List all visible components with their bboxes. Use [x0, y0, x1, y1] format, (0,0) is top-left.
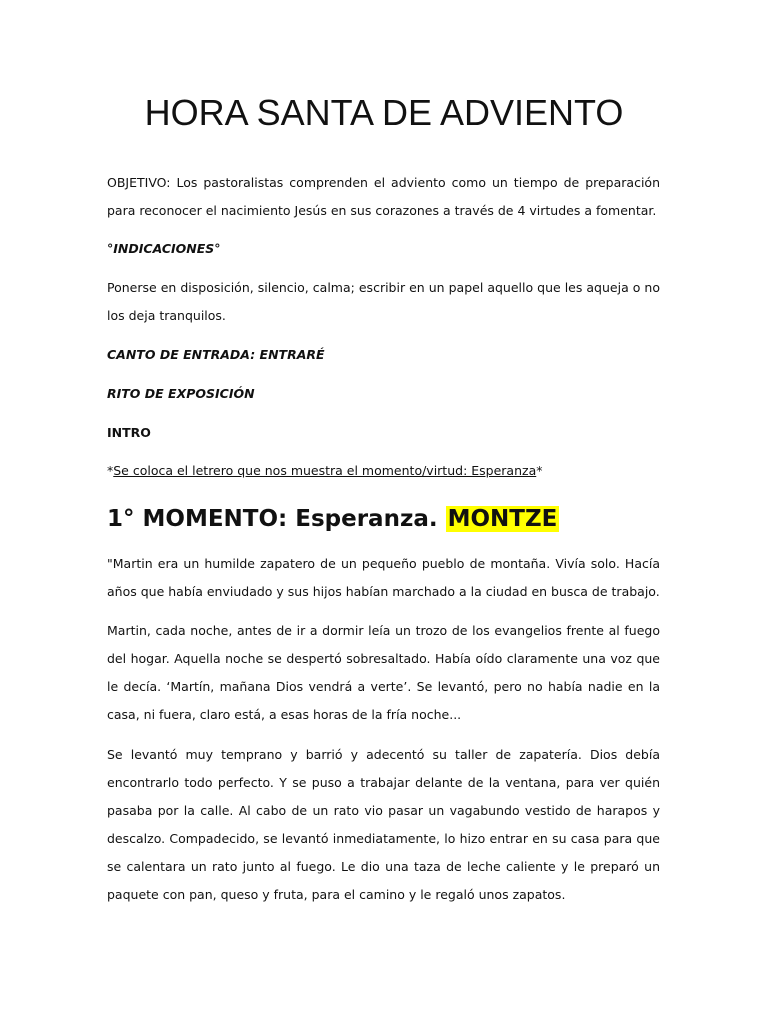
rito-exposicion-label: RITO DE EXPOSICIÓN: [107, 386, 255, 401]
indicaciones-paragraph: Ponerse en disposición, silencio, calma; escribir en un papel aquello que les aqueja o no los deja tranquilos.: [107, 280, 660, 323]
sign-note-text: Se coloca el letrero que nos muestra el momento/virtud: Esperanza: [113, 463, 537, 478]
moment-heading: [107, 500, 660, 538]
indicaciones-heading: °INDICACIONES°: [107, 241, 221, 256]
sign-note-prefix: *: [107, 463, 114, 478]
story-paragraph-2: Martin, cada noche, antes de ir a dormir leía un trozo de los evangelios frente al fuego del hogar. Aquella noche se despertó sobresaltado. Había oído claramente una voz que le decía. ‘Martín, mañana Dios vendrá a verte’. Se levantó, pero no había nadie en la casa, ni fuera, claro está, a esas horas de la fría noche...: [107, 623, 660, 722]
sign-note-suffix: *: [536, 463, 543, 478]
sign-note: [107, 457, 660, 485]
intro-label: INTRO: [107, 425, 151, 440]
canto-entrada-label: CANTO DE ENTRADA: ENTRARÉ: [107, 347, 325, 362]
moment-heading-text: 1° MOMENTO: Esperanza.: [107, 506, 438, 532]
document-title: HORA SANTA DE ADVIENTO: [144, 92, 624, 133]
objective-paragraph: OBJETIVO: Los pastoralistas comprenden el adviento como un tiempo de preparación para reconocer el nacimiento Jesús en sus corazones a través de 4 virtudes a fomentar.: [107, 175, 660, 218]
story-paragraph-1: "Martin era un humilde zapatero de un pequeño pueblo de montaña. Vivía solo. Hacía años que había enviudado y sus hijos habían marchado a la ciudad en busca de trabajo.: [107, 556, 660, 599]
moment-highlight: MONTZE: [447, 506, 558, 532]
story-paragraph-3: Se levantó muy temprano y barrió y adecentó su taller de zapatería. Dios debía encontrarlo todo perfecto. Y se puso a trabajar delante de la ventana, para ver quién pasaba por la calle. Al cabo de un rato vio pasar un vagabundo vestido de harapos y descalzo. Compadecido, se levantó inmediatamente, lo hizo entrar en su casa para que se calentara un rato junto al fuego. Le dio una taza de leche caliente y le preparó un paquete con pan, queso y fruta, para el camino y le regaló unos zapatos.: [107, 747, 660, 902]
